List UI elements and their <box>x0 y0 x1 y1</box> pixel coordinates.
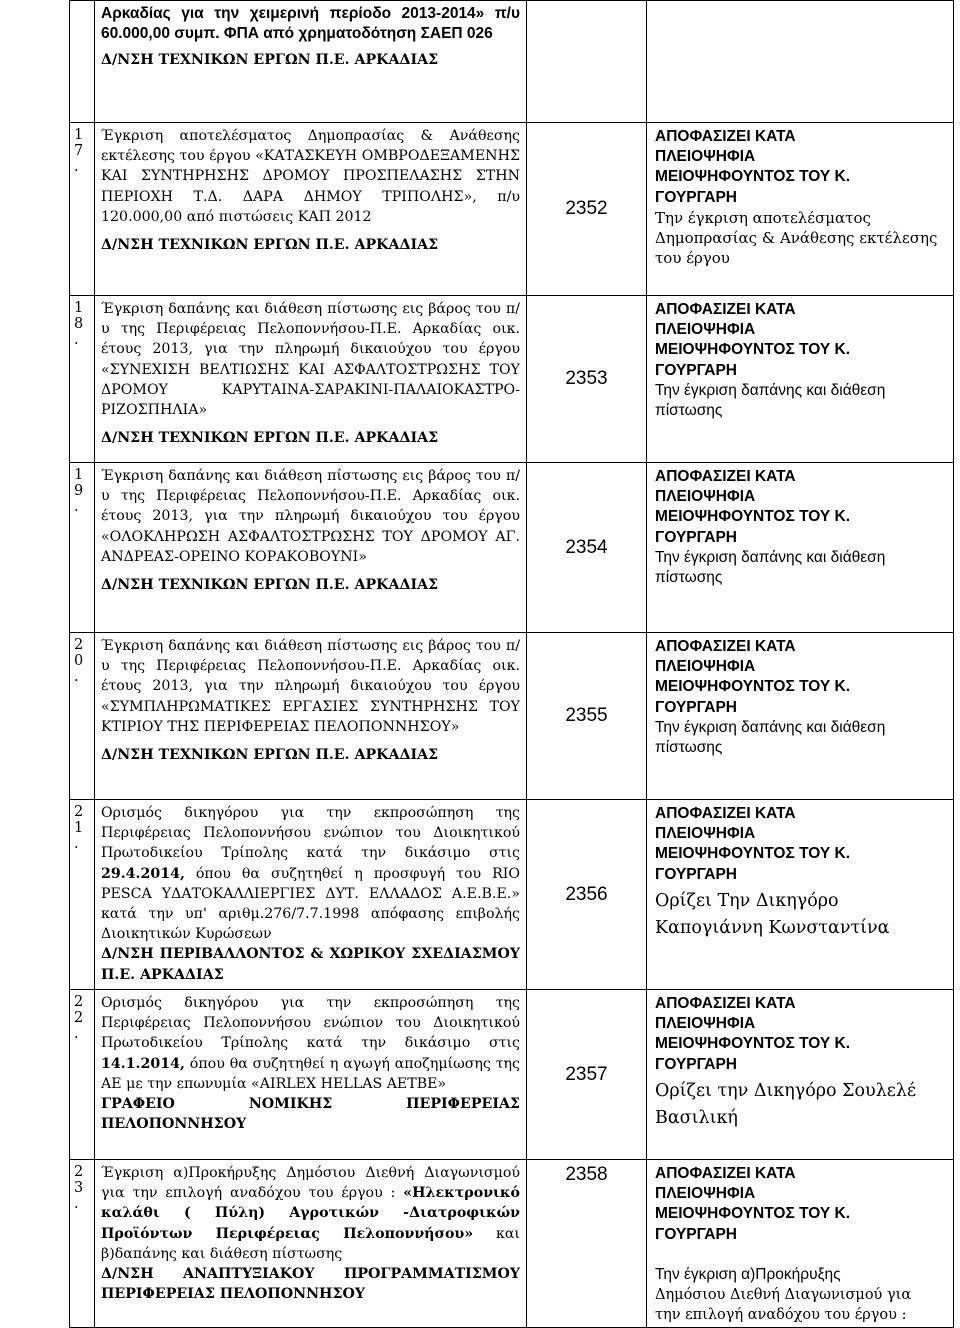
decision-number <box>527 1 647 123</box>
subject-cell <box>95 800 527 990</box>
department-label: Δ/ΝΣΗ ΠΕΡΙΒΑΛΛΟΝΤΟΣ & ΧΩΡΙΚΟΥ ΣΧΕΔΙΑΣΜΟΥ Π.Ε. ΑΡΚΑΔΙΑΣ <box>101 946 520 983</box>
subject-cell <box>95 463 527 633</box>
subject-text: Αρκαδίας για την χειμερινή περίοδο 2013-2014» π/υ 60.000,00 συμπ. ΦΠΑ από χρηματοδότηση ΣΑΕΠ 026 <box>101 5 520 43</box>
result-cell <box>647 123 954 296</box>
table-row <box>70 296 954 463</box>
result-head: ΑΠΟΦΑΣΙΖΕΙ ΚΑΤΑ ΠΛΕΙΟΨΗΦΙΑ ΜΕΙΟΨΗΦΟΥΝΤΟΣ ΤΟΥ Κ. ΓΟΥΡΓΑΡΗ <box>655 638 851 716</box>
row-number: 2 1 . <box>70 800 95 990</box>
department-label: ΓΡΑΦΕΙΟ ΝΟΜΙΚΗΣ ΠΕΡΙΦΕΡΕΙΑΣ ΠΕΛΟΠΟΝΝΗΣΟΥ <box>101 1096 520 1133</box>
subject-text: Έγκριση δαπάνης και διάθεση πίστωσης εις βάρος του π/υ της Περιφέρειας Πελοποννήσου-Π.Ε. Αρκαδίας οικ. έτους 2013, για την πληρωμή δικαιούχου του έργου «ΟΛΟΚΛΗΡΩΣΗ ΑΣΦΑΛΤΟΣΤΡΩΣΗΣ ΤΟΥ ΔΡΟΜΟΥ ΑΓ. ΑΝΔΡΕΑΣ-ΟΡΕΙΝΟ ΚΟΡΑΚΟΒΟΥΝΙ» <box>101 468 520 565</box>
decision-number: 2358 <box>527 1160 647 1328</box>
result-text: Ορίζει Την Δικηγόρο Καπογιάννη Κωνσταντίνα <box>655 890 890 938</box>
subject-text: Έγκριση α)Προκήρυξης Δημόσιου Διεθνή Διαγωνισμού για την επιλογή αναδόχου του έργου : «Ηλεκτρονικό καλάθι ( Πύλη) Αγροτικών -Διατροφικών Προϊόντων Περιφέρειας Πελοποννήσου» και β)δαπάνης και διάθεση πίστωσης <box>101 1165 520 1262</box>
subject-text: Έγκριση δαπάνης και διάθεση πίστωσης εις βάρος του π/υ της Περιφέρειας Πελοποννήσου-Π.Ε. Αρκαδίας οικ. έτους 2013, για την πληρωμή δικαιούχου του έργου «ΣΥΜΠΛΗΡΩΜΑΤΙΚΕΣ ΕΡΓΑΣΙΕΣ ΣΥΝΤΗΡΗΣΗΣ ΤΟΥ ΚΤΙΡΙΟΥ ΤΗΣ ΠΕΡΙΦΕΡΕΙΑΣ ΠΕΛΟΠΟΝΝΗΣΟΥ» <box>101 638 520 735</box>
department-label: Δ/ΝΣΗ ΤΕΧΝΙΚΩΝ ΕΡΓΩΝ Π.Ε. ΑΡΚΑΔΙΑΣ <box>101 430 439 447</box>
result-text: Την έγκριση α)Προκήρυξης Δημόσιου Διεθνή Διαγωνισμού για την επιλογή αναδόχου του έργου : <box>655 1265 912 1324</box>
result-cell <box>647 296 954 463</box>
row-number <box>70 1 95 123</box>
result-cell <box>647 633 954 800</box>
table-row <box>70 1 954 123</box>
table-row <box>70 1160 954 1328</box>
row-number: 1 7 . <box>70 123 95 296</box>
subject-cell <box>95 1 527 123</box>
decision-number: 2357 <box>527 990 647 1160</box>
decision-number: 2353 <box>527 296 647 463</box>
result-head: ΑΠΟΦΑΣΙΖΕΙ ΚΑΤΑ ΠΛΕΙΟΨΗΦΙΑ ΜΕΙΟΨΗΦΟΥΝΤΟΣ ΤΟΥ Κ. ΓΟΥΡΓΑΡΗ <box>655 995 851 1073</box>
table-row <box>70 990 954 1160</box>
decision-number: 2352 <box>527 123 647 296</box>
result-cell <box>647 800 954 990</box>
subject-cell <box>95 296 527 463</box>
subject-cell <box>95 123 527 296</box>
hearing-date: 29.4.2014, <box>101 865 185 882</box>
row-number: 2 3 . <box>70 1160 95 1328</box>
decision-number: 2356 <box>527 800 647 990</box>
result-cell <box>647 990 954 1160</box>
department-label: Δ/ΝΣΗ ΤΕΧΝΙΚΩΝ ΕΡΓΩΝ Π.Ε. ΑΡΚΑΔΙΑΣ <box>101 237 439 254</box>
subject-text: Ορισμός δικηγόρου για την εκπροσώπηση της Περιφέρειας Πελοποννήσου ενώπιον του Διοικητικού Πρωτοδικείου Τρίπολης κατά την δικάσιμο στις 14.1.2014, όπου θα συζητηθεί η αγωγή αποζημίωσης της ΑΕ με την επωνυμία «AIRLEX HELLAS AETBE» <box>101 995 520 1092</box>
result-head: ΑΠΟΦΑΣΙΖΕΙ ΚΑΤΑ ΠΛΕΙΟΨΗΦΙΑ ΜΕΙΟΨΗΦΟΥΝΤΟΣ ΤΟΥ Κ. ΓΟΥΡΓΑΡΗ <box>655 468 851 546</box>
subject-text: Έγκριση δαπάνης και διάθεση πίστωσης εις βάρος του π/υ της Περιφέρειας Πελοποννήσου-Π.Ε. Αρκαδίας οικ. έτους 2013, για την πληρωμή δικαιούχου του έργου «ΣΥΝΕΧΙΣΗ ΒΕΛΤΙΩΣΗΣ ΚΑΙ ΑΣΦΑΛΤΟΣΤΡΩΣΗΣ ΤΟΥ ΔΡΟΜΟΥ ΚΑΡΥΤΑΙΝΑ-ΣΑΡΑΚΙΝΙ-ΠΑΛΑΙΟΚΑΣΤΡΟ-ΡΙΖΟΣΠΗΛΙΑ» <box>101 301 520 419</box>
result-text: Την έγκριση δαπάνης και διάθεση πίστωσης <box>655 718 886 757</box>
result-cell <box>647 463 954 633</box>
result-text: Την έγκριση δαπάνης και διάθεση πίστωσης <box>655 381 886 420</box>
decision-number: 2354 <box>527 463 647 633</box>
decision-number: 2355 <box>527 633 647 800</box>
project-title: «Ηλεκτρονικό καλάθι ( Πύλη) Αγροτικών -Διατροφικών Προϊόντων Περιφέρειας Πελοποννήσου» <box>101 1185 520 1242</box>
result-head: ΑΠΟΦΑΣΙΖΕΙ ΚΑΤΑ ΠΛΕΙΟΨΗΦΙΑ ΜΕΙΟΨΗΦΟΥΝΤΟΣ ΤΟΥ Κ. ΓΟΥΡΓΑΡΗ <box>655 805 851 883</box>
table-row <box>70 123 954 296</box>
row-number: 1 9 . <box>70 463 95 633</box>
result-cell <box>647 1160 954 1328</box>
table-row <box>70 463 954 633</box>
result-text: Την έγκριση αποτελέσματος Δημοπρασίας & Ανάθεσης εκτέλεσης του έργου <box>655 208 938 268</box>
table-row <box>70 633 954 800</box>
subject-cell <box>95 633 527 800</box>
result-head: ΑΠΟΦΑΣΙΖΕΙ ΚΑΤΑ ΠΛΕΙΟΨΗΦΙΑ ΜΕΙΟΨΗΦΟΥΝΤΟΣ ΤΟΥ Κ. ΓΟΥΡΓΑΡΗ <box>655 128 851 206</box>
subject-cell <box>95 1160 527 1328</box>
hearing-date: 14.1.2014, <box>101 1055 185 1072</box>
department-label: Δ/ΝΣΗ ΤΕΧΝΙΚΩΝ ΕΡΓΩΝ Π.Ε. ΑΡΚΑΔΙΑΣ <box>101 747 439 764</box>
department-label: Δ/ΝΣΗ ΤΕΧΝΙΚΩΝ ΕΡΓΩΝ Π.Ε. ΑΡΚΑΔΙΑΣ <box>101 52 439 69</box>
row-number: 2 2 . <box>70 990 95 1160</box>
department-label: Δ/ΝΣΗ ΤΕΧΝΙΚΩΝ ΕΡΓΩΝ Π.Ε. ΑΡΚΑΔΙΑΣ <box>101 577 439 594</box>
result-text: Την έγκριση δαπάνης και διάθεση πίστωσης <box>655 548 886 587</box>
table-row <box>70 800 954 990</box>
department-label: Δ/ΝΣΗ ΑΝΑΠΤΥΞΙΑΚΟΥ ΠΡΟΓΡΑΜΜΑΤΙΣΜΟΥ ΠΕΡΙΦΕΡΕΙΑΣ ΠΕΛΟΠΟΝΝΗΣΟΥ <box>101 1266 520 1303</box>
row-number: 2 0 . <box>70 633 95 800</box>
result-head: ΑΠΟΦΑΣΙΖΕΙ ΚΑΤΑ ΠΛΕΙΟΨΗΦΙΑ ΜΕΙΟΨΗΦΟΥΝΤΟΣ ΤΟΥ Κ. ΓΟΥΡΓΑΡΗ <box>655 301 851 379</box>
result-head: ΑΠΟΦΑΣΙΖΕΙ ΚΑΤΑ ΠΛΕΙΟΨΗΦΙΑ ΜΕΙΟΨΗΦΟΥΝΤΟΣ ΤΟΥ Κ. ΓΟΥΡΓΑΡΗ <box>655 1165 851 1243</box>
subject-cell <box>95 990 527 1160</box>
result-text: Ορίζει την Δικηγόρο Σουλελέ Βασιλική <box>655 1080 917 1128</box>
result-cell <box>647 1 954 123</box>
subject-text: Έγκριση αποτελέσματος Δημοπρασίας & Ανάθεσης εκτέλεσης του έργου «ΚΑΤΑΣΚΕΥΗ ΟΜΒΡΟΔΕΞΑΜΕΝΗΣ ΚΑΙ ΣΥΝΤΗΡΗΣΗΣ ΔΡΟΜΟΥ ΠΡΟΣΠΕΛΑΣΗΣ ΣΤΗΝ ΠΕΡΙΟΧΗ Τ.Δ. ΔΑΡΑ ΔΗΜΟΥ ΤΡΙΠΟΛΗΣ», π/υ 120.000,00 από πιστώσεις ΚΑΠ 2012 <box>101 128 520 225</box>
subject-text: Ορισμός δικηγόρου για την εκπροσώπηση της Περιφέρειας Πελοποννήσου ενώπιον του Διοικητικού Πρωτοδικείου Τρίπολης κατά την δικάσιμο στις 29.4.2014, όπου θα συζητηθεί η προσφυγή του RIO PESCA ΥΔΑΤΟΚΑΛΛΙΕΡΓΙΕΣ ΔΥΤ. ΕΛΛΑΔΟΣ Α.Ε.Β.Ε.» κατά την υπ' αριθμ.276/7.7.1998 απόφασης επιβολής Διοικητικών Κυρώσεων <box>101 805 520 943</box>
row-number: 1 8 . <box>70 296 95 463</box>
decisions-table <box>69 0 954 1328</box>
